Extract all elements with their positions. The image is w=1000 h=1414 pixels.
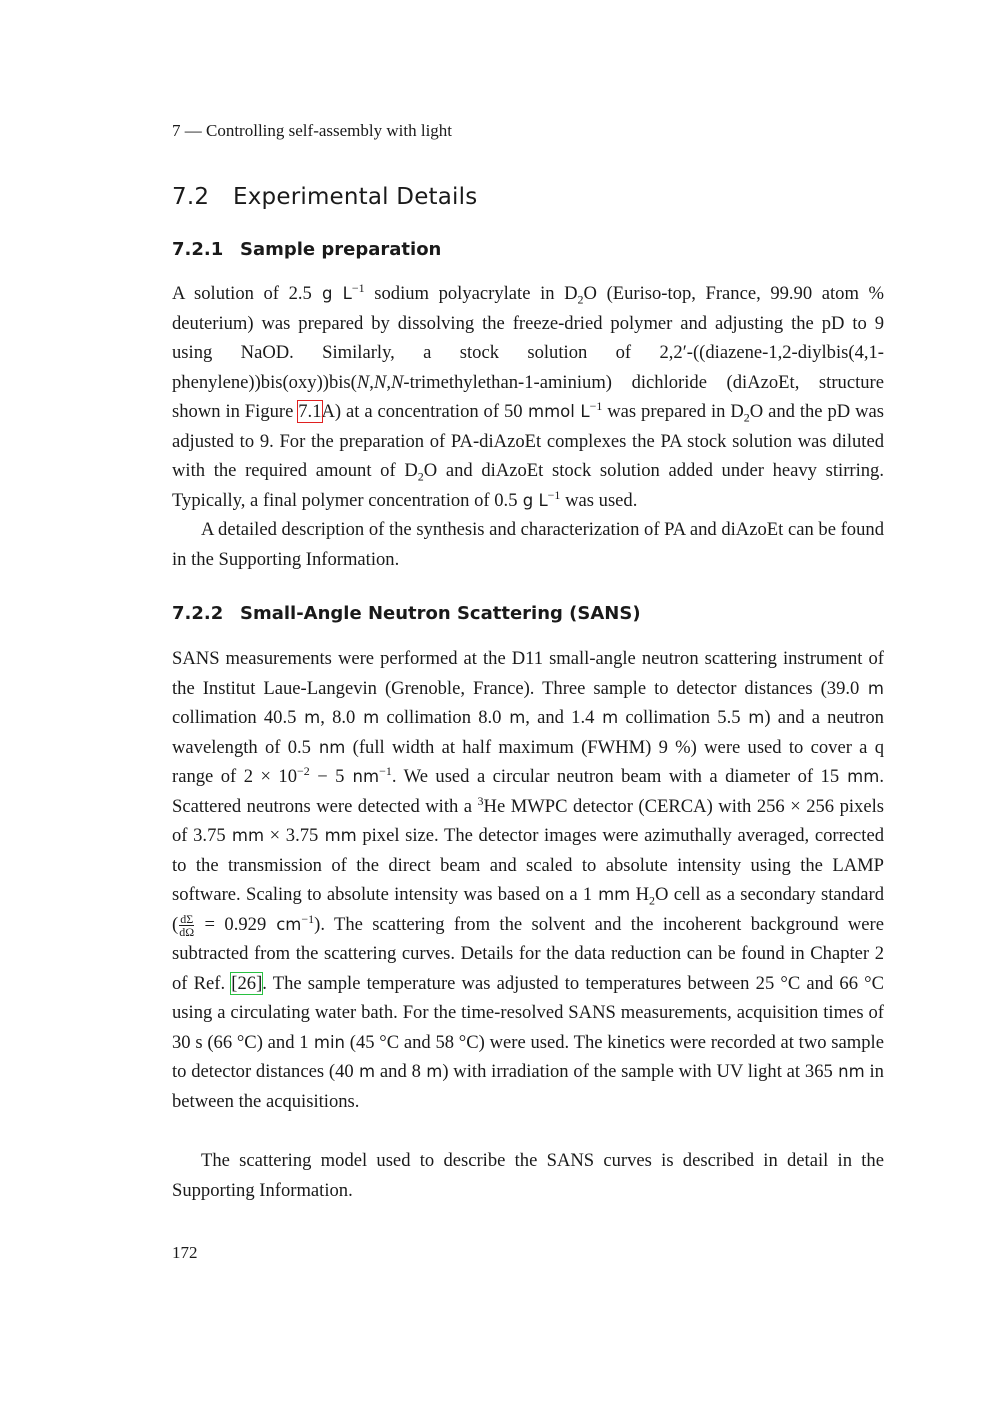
subsection-number: 7.2.1 [172, 239, 224, 260]
subsection-title: Small-Angle Neutron Scattering (SANS) [240, 603, 641, 624]
fraction-dsigma-domega: $\frac{d\Sigma}{d\Omega}$ [179, 911, 195, 939]
subsection-title: Sample preparation [240, 239, 442, 260]
subsection-heading-sans [172, 603, 641, 624]
running-header: 7 — Controlling self-assembly with light [172, 121, 453, 140]
citation-link[interactable]: [26] [231, 972, 263, 994]
section-heading [172, 184, 477, 210]
paragraph-scattering-model: The scattering model used to describe the SANS curves is described in detail in the Supporting Information. [172, 1150, 884, 1201]
page-number: 172 [172, 1243, 198, 1262]
paragraph-sans-measurements: SANS measurements were performed at the D11 small-angle neutron scattering instrument of the Institut Laue-Langevin (Grenoble, France). Three sample to detector distances (39.0 m collimation 40.5 m, 8.0 m collimation 8.0 m, and 1.4 m collimation 5.5 m) and a neutron wavelength of 0.5 nm (full width at half maximum (FWHM) 9 %) were used to cover a q range of $2 \times 10^{-2} - 5$ $nm^{-1}$. We used a circular neutron beam with a diameter of 15 mm. Scattered neutrons were detected with a $^3$He MWPC detector (CERCA) with 256 × 256 pixels of 3.75 mm × 3.75 mm pixel size. The detector images were azimuthally averaged, corrected to the transmission of the direct beam and scaled to absolute intensity using the LAMP software. Scaling to absolute intensity was based on a 1 mm $H_2O$ cell as a secondary standard ( $\frac{d\Sigma}{d\Omega}$ = 0.929 $cm^{-1}$). The scattering from the solvent and the incoherent background were subtracted from the scattering curves. Details for the data reduction can be found in Chapter 2 of Ref. [26]. The sample temperature was adjusted to temperatures between 25 °C and 66 °C using a circulating water bath. For the time-resolved SANS measurements, acquisition times of 30 s (66 °C) and 1 min (45 °C and 58 °C) were used. The kinetics were recorded at two sample to detector distances (40 m and 8 m) with irradiation of the sample with UV light at 365 nm in between the acquisitions. [172, 648, 884, 1112]
section-title: Experimental Details [233, 184, 478, 210]
paragraph-supporting-info: A detailed description of the synthesis and characterization of PA and diAzoEt can be found in the Supporting Information. [172, 519, 884, 570]
section-number: 7.2 [172, 184, 210, 210]
figure-reference-link[interactable]: 7.1 [298, 401, 322, 422]
subsection-heading-sample-preparation [172, 239, 441, 260]
paragraph-sample-preparation: A solution of 2.5 g $L^{-1}$ sodium polyacrylate in $D_2O$ (Euriso-top, France, 99.90 atom % deuterium) was prepared by dissolving the freeze-dried polymer and adjusting the pD to 9 using NaOD. Similarly, a stock solution of 2,2′-((diazene-1,2-diylbis(4,1-phenylene))bis(oxy))bis(N,N,N-trimethylethan-1-aminium) dichloride (diAzoEt, structure shown in Figure 7.1A) at a concentration of 50 mmol $L^{-1}$ was prepared in $D_2O$ and the pD was adjusted to 9. For the preparation of PA-diAzoEt complexes the PA stock solution was diluted with the required amount of $D_2O$ and diAzoEt stock solution added under heavy stirring. Typically, a final polymer concentration of 0.5 g $L^{-1}$ was used. [172, 280, 884, 511]
subsection-number: 7.2.2 [172, 603, 224, 624]
